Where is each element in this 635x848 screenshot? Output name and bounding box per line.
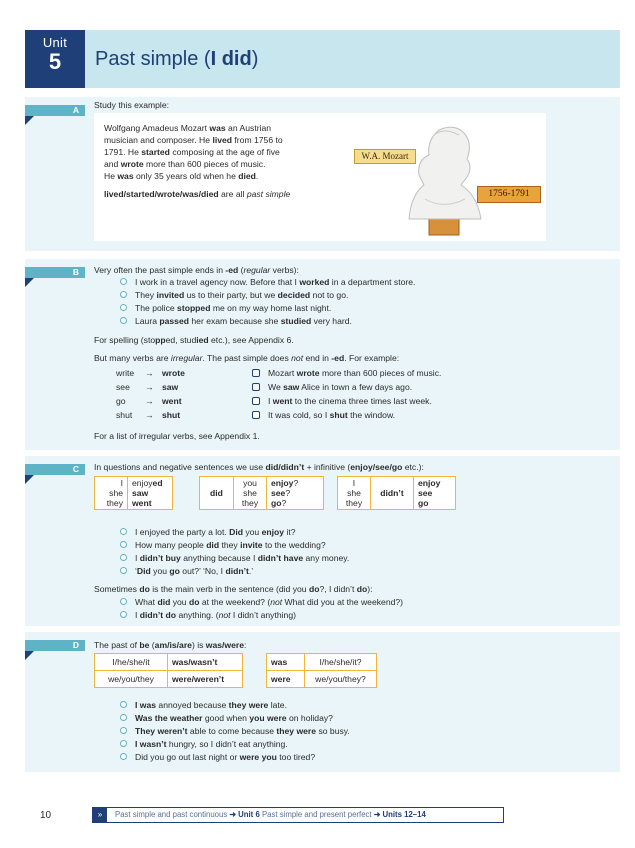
- section-c-tab: C: [25, 464, 85, 475]
- main-verb-note: Sometimes do is the main verb in the sentence (did you do?, I didn’t do):: [94, 584, 373, 594]
- mozart-bust-illustration: [349, 115, 544, 239]
- spelling-note: For spelling (stopped, studied etc.), see Appendix 6.: [94, 335, 294, 345]
- irregular-past: shut: [162, 410, 181, 420]
- page-number: 10: [40, 810, 52, 821]
- unit-6-link[interactable]: ➜ Unit 6: [229, 810, 260, 819]
- pronoun-cell: I/he/she/it?: [305, 654, 377, 671]
- be-example-2: Was the weather good when you were on holiday?: [135, 713, 333, 723]
- irregular-base: shut: [116, 410, 133, 420]
- section-a-tab: A: [25, 105, 85, 116]
- units-12-14-link[interactable]: ➜ Units 12–14: [373, 810, 426, 819]
- verb-cell: was/wasn’t: [168, 654, 243, 671]
- unit-badge: [25, 30, 85, 88]
- section-d-corner: [25, 651, 34, 660]
- verb-cell: enjoyed saw went: [128, 477, 173, 510]
- regular-example-4: Laura passed her exam because she studied very hard.: [135, 316, 352, 326]
- section-b-intro: Very often the past simple ends in -ed (regular verbs):: [94, 265, 299, 275]
- be-example-1: I was annoyed because they were late.: [135, 700, 287, 710]
- verb-cell: enjoy see go: [414, 477, 456, 510]
- pronoun-cell: I she they: [338, 477, 371, 510]
- irregular-base: see: [116, 382, 130, 392]
- bullet-icon: [252, 383, 260, 391]
- pronoun-cell: I she they: [95, 477, 128, 510]
- pronoun-cell: we/you/they?: [305, 671, 377, 688]
- be-table-question: [266, 653, 377, 688]
- did-example-1: I enjoyed the party a lot. Did you enjoy it?: [135, 527, 296, 537]
- cross-reference-bar: [92, 807, 504, 823]
- irregular-past: saw: [162, 382, 179, 392]
- bullet-icon: [120, 567, 127, 574]
- example-box: [94, 113, 546, 241]
- be-example-4: I wasn’t hungry, so I didn’t eat anything.: [135, 739, 288, 749]
- double-chevron-icon: »: [93, 808, 107, 822]
- regular-example-2: They invited us to their party, but we decided not to go.: [135, 290, 349, 300]
- section-b-corner: [25, 278, 34, 287]
- mozart-line-4: and wrote more than 600 pieces of music.: [104, 159, 266, 169]
- verb-cell: were: [267, 671, 305, 688]
- bullet-icon: [120, 304, 127, 311]
- did-example-4: ‘Did you go out?’ ‘No, I didn’t.’: [135, 566, 254, 576]
- page-title: Past simple (I did): [95, 48, 259, 70]
- mozart-line-3: 1791. He started composing at the age of five: [104, 147, 280, 157]
- section-c-intro: In questions and negative sentences we use did/didn’t + infinitive (enjoy/see/go etc.):: [94, 462, 424, 472]
- mozart-years-sign: 1756-1791: [477, 186, 541, 203]
- bullet-icon: [120, 714, 127, 721]
- bullet-icon: [120, 740, 127, 747]
- section-b-tab: B: [25, 267, 85, 278]
- verb-cell: was: [267, 654, 305, 671]
- arrow-icon: →: [145, 410, 154, 420]
- bullet-icon: [252, 369, 260, 377]
- section-c-corner: [25, 475, 34, 484]
- irregular-list-note: For a list of irregular verbs, see Appendix 1.: [94, 431, 260, 441]
- do-example-1: What did you do at the weekend? (not What did you at the weekend?): [135, 597, 404, 607]
- mozart-line-1: Wolfgang Amadeus Mozart was an Austrian: [104, 123, 272, 133]
- bullet-icon: [120, 611, 127, 618]
- past-simple-note: lived/started/wrote/was/died are all past simple: [104, 189, 291, 199]
- section-a-corner: [25, 116, 34, 125]
- bullet-icon: [120, 598, 127, 605]
- bullet-icon: [120, 753, 127, 760]
- mozart-line-5: He was only 35 years old when he died.: [104, 171, 259, 181]
- cross-reference-text: Past simple and past continuous ➜ Unit 6 Past simple and present perfect ➜ Units 12–14: [115, 810, 426, 819]
- bullet-icon: [120, 278, 127, 285]
- regular-example-1: I work in a travel agency now. Before that I worked in a department store.: [135, 277, 416, 287]
- arrow-icon: →: [145, 382, 154, 392]
- bullet-icon: [120, 528, 127, 535]
- mozart-name-sign: W.A. Mozart: [354, 149, 416, 164]
- did-example-3: I didn’t buy anything because I didn’t have any money.: [135, 553, 350, 563]
- do-example-2: I didn’t do anything. (not I didn’t anything): [135, 610, 296, 620]
- irregular-example: Mozart wrote more than 600 pieces of music.: [268, 368, 442, 378]
- bullet-icon: [120, 727, 127, 734]
- arrow-icon: →: [145, 396, 154, 406]
- unit-number: 5: [48, 49, 62, 74]
- bullet-icon: [120, 541, 127, 548]
- section-a-intro: Study this example:: [94, 100, 169, 110]
- irregular-base: write: [116, 368, 135, 378]
- did-table-question: [199, 476, 324, 510]
- pronoun-cell: we/you/they: [95, 671, 168, 688]
- did-table-positive: [94, 476, 173, 510]
- did-cell: did: [200, 477, 234, 510]
- bullet-icon: [252, 411, 260, 419]
- be-example-5: Did you go out last night or were you too tired?: [135, 752, 316, 762]
- mozart-line-2: musician and composer. He lived from 1756 to: [104, 135, 283, 145]
- irregular-base: go: [116, 396, 126, 406]
- didnt-cell: didn’t: [371, 477, 414, 510]
- verb-cell: enjoy? see? go?: [267, 477, 324, 510]
- arrow-icon: →: [145, 368, 154, 378]
- section-d-tab: D: [25, 640, 85, 651]
- pronoun-cell: you she they: [234, 477, 267, 510]
- irregular-example: It was cold, so I shut the window.: [268, 410, 396, 420]
- bullet-icon: [120, 554, 127, 561]
- title-bar: [85, 30, 620, 88]
- bullet-icon: [120, 317, 127, 324]
- irregular-intro: But many verbs are irregular. The past simple does not end in -ed. For example:: [94, 353, 400, 363]
- did-example-2: How many people did they invite to the wedding?: [135, 540, 326, 550]
- section-d-intro: The past of be (am/is/are) is was/were:: [94, 640, 247, 650]
- irregular-past: went: [162, 396, 182, 406]
- pronoun-cell: I/he/she/it: [95, 654, 168, 671]
- bullet-icon: [120, 291, 127, 298]
- irregular-example: I went to the cinema three times last week.: [268, 396, 432, 406]
- regular-example-3: The police stopped me on my way home last night.: [135, 303, 332, 313]
- be-table-statement: [94, 653, 243, 688]
- did-table-negative: [337, 476, 456, 510]
- bullet-icon: [252, 397, 260, 405]
- bullet-icon: [120, 701, 127, 708]
- verb-cell: were/weren’t: [168, 671, 243, 688]
- irregular-example: We saw Alice in town a few days ago.: [268, 382, 413, 392]
- irregular-past: wrote: [162, 368, 185, 378]
- be-example-3: They weren’t able to come because they were so busy.: [135, 726, 350, 736]
- unit-label: Unit: [42, 35, 68, 50]
